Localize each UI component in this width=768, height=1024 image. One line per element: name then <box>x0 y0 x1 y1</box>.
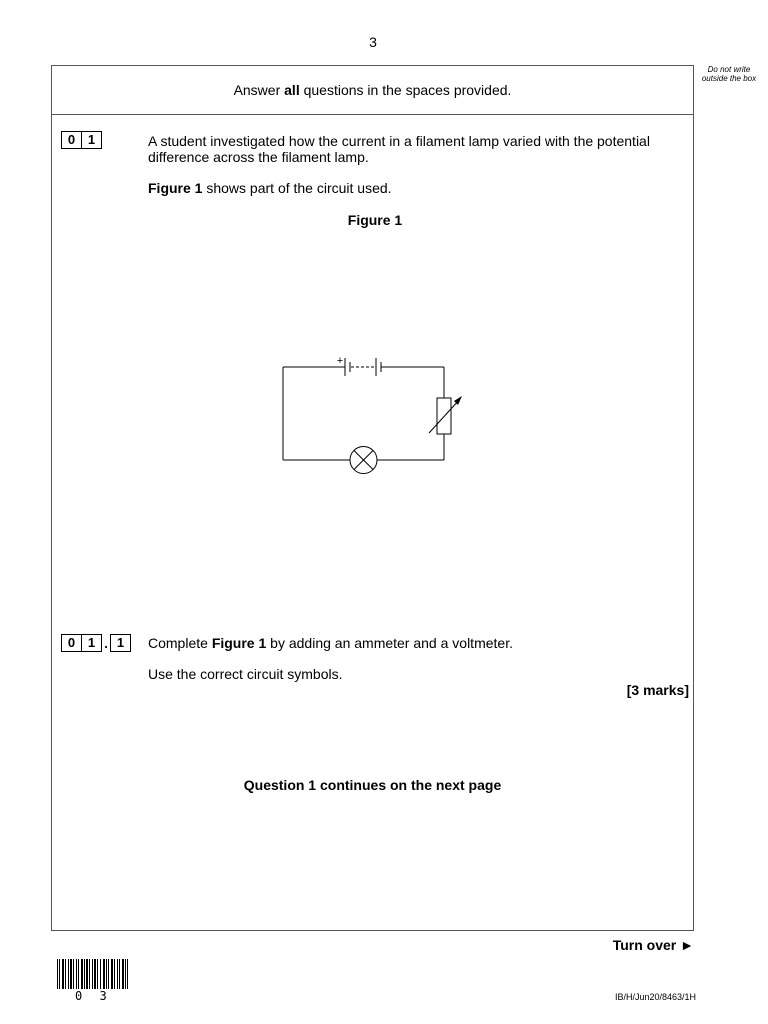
question-digit: 1 <box>82 634 102 652</box>
frame-divider <box>51 114 694 115</box>
question-01-1-bold: Figure 1 <box>211 635 267 651</box>
marks-label: [3 marks] <box>626 682 689 698</box>
barcode-number: 0 3 <box>75 989 112 1003</box>
question-01-text <box>148 133 678 165</box>
continues-note: Question 1 continues on the next page <box>243 777 502 793</box>
margin-note: Do not write outside the box <box>701 65 757 83</box>
question-01-line2: difference across the filament lamp. <box>148 149 369 165</box>
question-digit: 1 <box>110 634 131 652</box>
question-separator: . <box>104 635 108 651</box>
question-digit: 0 <box>61 634 82 652</box>
circuit-diagram <box>270 345 480 485</box>
barcode <box>57 959 129 989</box>
page-number: 3 <box>369 34 377 50</box>
turn-over-label: Turn over ► <box>612 937 694 953</box>
question-digit: 1 <box>82 131 102 149</box>
figure-ref-bold: Figure 1 <box>148 180 203 196</box>
instruction-post: questions in the spaces provided. <box>299 82 512 98</box>
question-01-1-line2: Use the correct circuit symbols. <box>148 666 343 682</box>
question-digit: 0 <box>61 131 82 149</box>
battery-plus-sign: + <box>336 355 344 367</box>
question-01-1-text <box>148 635 678 651</box>
question-01-1-pre: Complete <box>148 635 212 651</box>
question-01-1-post: by adding an ammeter and a voltmeter. <box>266 635 513 651</box>
question-01-line1: A student investigated how the current in a filament lamp varied with the potential <box>148 133 650 149</box>
instruction <box>51 82 694 98</box>
variable-resistor-arrow <box>429 399 460 433</box>
figure-ref-rest: shows part of the circuit used. <box>202 180 392 196</box>
figure-reference <box>148 180 678 196</box>
question-number-01-1 <box>61 634 131 652</box>
reference-code: IB/H/Jun20/8463/1H <box>614 992 696 1002</box>
instruction-pre: Answer <box>233 82 285 98</box>
question-number-01 <box>61 131 102 149</box>
figure-title: Figure 1 <box>347 212 403 228</box>
instruction-bold: all <box>284 82 300 98</box>
